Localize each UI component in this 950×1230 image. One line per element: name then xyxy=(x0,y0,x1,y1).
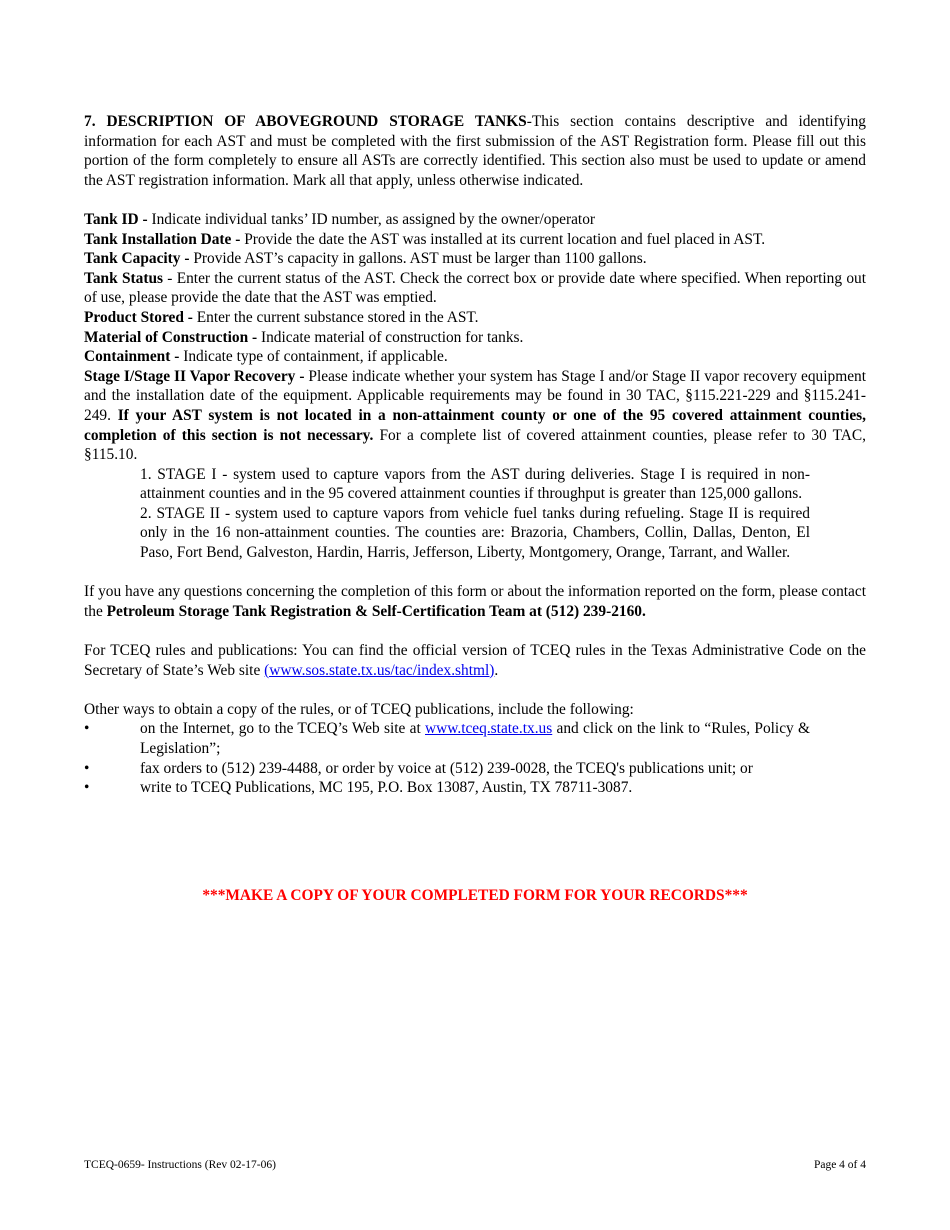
definition-tank-status: Tank Status - Enter the current status of the AST. Check the correct box or provide date where specified. When reporting out of use, please provide the date that the AST was emptied. xyxy=(84,269,866,307)
section-7-heading: 7. DESCRIPTION OF ABOVEGROUND STORAGE TANKS xyxy=(84,113,527,130)
contact-team: Petroleum Storage Tank Registration & Self-Certification Team at (512) 239-2160. xyxy=(106,602,646,620)
other-ways-intro: Other ways to obtain a copy of the rules, or of TCEQ publications, include the following: xyxy=(84,700,634,718)
list-item-mail: • write to TCEQ Publications, MC 195, P.O. Box 13087, Austin, TX 78711-3087. xyxy=(84,779,633,797)
tceq-website-link[interactable]: www.tceq.state.tx.us xyxy=(425,720,553,738)
list-item-fax: • fax orders to (512) 239-4488, or order by voice at (512) 239-0028, the TCEQ's publications unit; or xyxy=(84,759,753,777)
copy-records-notice: ***MAKE A COPY OF YOUR COMPLETED FORM FOR YOUR RECORDS*** xyxy=(202,887,748,904)
contact-paragraph: If you have any questions concerning the completion of this form or about the information reported on the form, please contact the Petroleum Storage Tank Registration & Self-Certification Team at (512) 239-2160. xyxy=(84,583,866,620)
sos-tac-link[interactable]: (www.sos.state.tx.us/tac/index.shtml) xyxy=(264,661,495,679)
bullet-icon: • xyxy=(84,779,90,797)
form-revision-footer: TCEQ-0659- Instructions (Rev 02-17-06) xyxy=(84,1159,276,1171)
definition-installation-date: Tank Installation Date - Provide the date the AST was installed at its current location and fuel placed in AST. xyxy=(84,230,766,248)
definition-tank-id: Tank ID - Indicate individual tanks’ ID number, as assigned by the owner/operator xyxy=(84,210,596,228)
definition-vapor-recovery: Stage I/Stage II Vapor Recovery - Please indicate whether your system has Stage I and/or Stage II vapor recovery equipment and the installation date of the equipment. Applicable requirements may be found in 30 TAC, §115.221-229 and §115.241-249. If your AST system is not located in a non-attainment county or one of the 95 covered attainment counties, completion of this section is not necessary. For a complete list of covered attainment counties, please refer to 30 TAC, §115.10. xyxy=(84,367,866,464)
definition-tank-capacity: Tank Capacity - Provide AST’s capacity in gallons. AST must be larger than 1100 gallons. xyxy=(84,250,647,268)
rules-paragraph: For TCEQ rules and publications: You can find the official version of TCEQ rules in the Texas Administrative Code on the Secretary of State’s Web site (www.sos.state.tx.us/tac/index.shtml). xyxy=(84,642,866,679)
instructions-body xyxy=(84,112,866,798)
stage-1-item: 1. STAGE I - system used to capture vapors from the AST during deliveries. Stage I is required in non-attainment counties and in the 95 covered attainment counties if throughput is greater than 125,000 gallons. xyxy=(140,465,810,503)
definition-product-stored: Product Stored - Enter the current substance stored in the AST. xyxy=(84,308,479,326)
bullet-icon: • xyxy=(84,759,90,777)
definition-material: Material of Construction - Indicate material of construction for tanks. xyxy=(84,328,524,346)
definition-containment: Containment - Indicate type of containment, if applicable. xyxy=(84,348,448,366)
list-item-internet: • on the Internet, go to the TCEQ’s Web site at www.tceq.state.tx.us and click on the link to “Rules, Policy & Legislation”; xyxy=(84,720,810,757)
page-number-footer: Page 4 of 4 xyxy=(813,1159,866,1171)
section-7-paragraph: 7. DESCRIPTION OF ABOVEGROUND STORAGE TANKS-This section contains descriptive and identifying information for each AST and must be completed with the first submission of the AST Registration form. Please fill out this portion of the form completely to ensure all ASTs are correctly identified. This section also must be used to update or amend the AST registration information. Mark all that apply, unless otherwise indicated. xyxy=(84,113,866,189)
stage-2-item: 2. STAGE II - system used to capture vapors from vehicle fuel tanks during refueling. Stage II is required only in the 16 non-attainment counties. The counties are: Brazoria, Chambers, Collin, Dallas, Denton, El Paso, Fort Bend, Galveston, Hardin, Harris, Jefferson, Liberty, Montgomery, Orange, Tarrant, and Waller. xyxy=(140,504,810,562)
bullet-icon: • xyxy=(84,720,90,738)
